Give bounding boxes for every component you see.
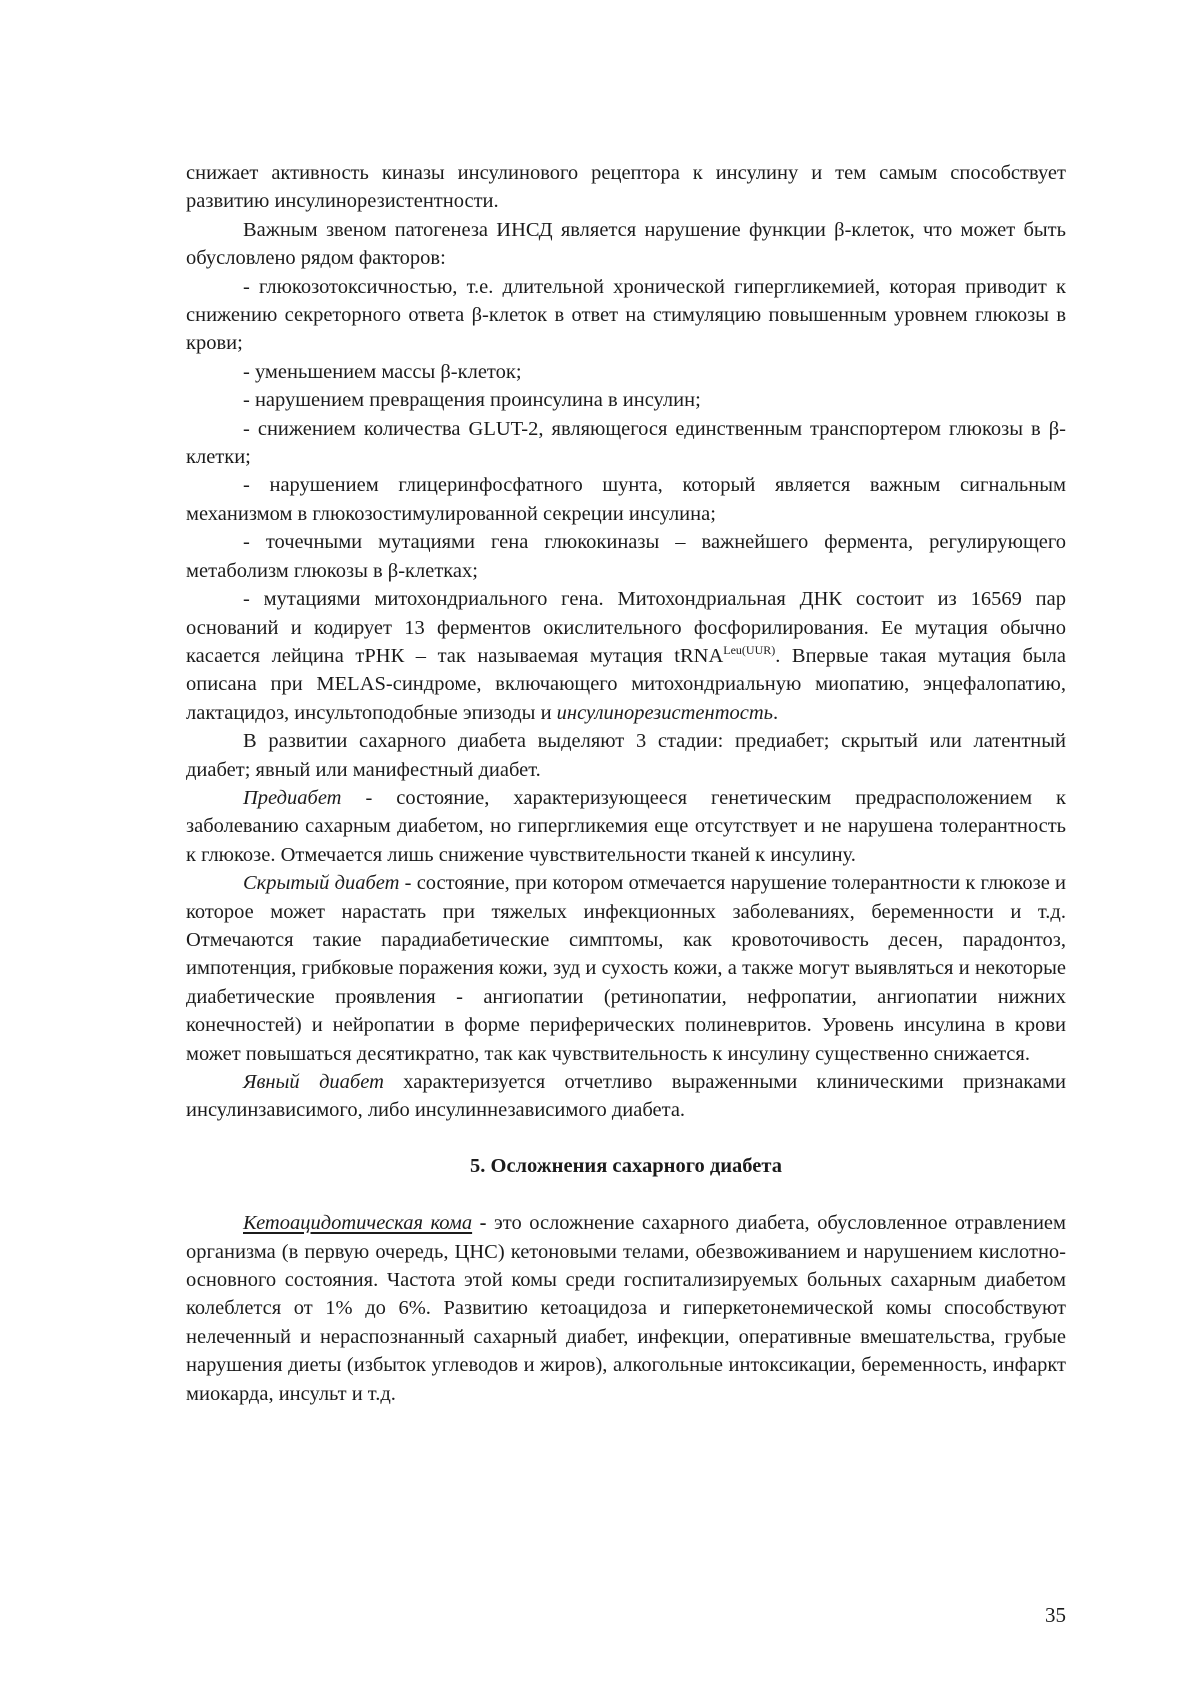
- section-heading: 5. Осложнения сахарного диабета: [470, 1154, 782, 1177]
- term-prediabetes: Предиабет: [243, 786, 342, 809]
- paragraph-beta-cell-dysfunction: Важным звеном патогенеза ИНСД является нарушение функции β-клеток, что может быть обусловлено рядом факторов:: [186, 218, 1066, 270]
- trna-superscript: Leu(UUR): [723, 643, 776, 658]
- list-item-mitochondrial: [186, 585, 1066, 727]
- list-item-beta-mass: - уменьшением массы β-клеток;: [243, 360, 522, 383]
- paragraph-insulin-resistance: снижает активность киназы инсулинового рецептора к инсулину и тем самым способствует развитию инсулинорезистентности.: [186, 162, 1066, 213]
- text-overt-diabetes: характеризуется отчетливо выраженными клиническими признаками инсулинзависимого, либо инсулиннезависимого диабета.: [186, 1071, 1066, 1122]
- list-item-glycerophosphate-shunt: - нарушением глицеринфосфатного шунта, который является важным сигнальным механизмом в глюкозостимулированной секреции инсулина;: [186, 474, 1066, 525]
- page-number: 35: [1045, 1603, 1066, 1627]
- mito-text-2: . Впервые такая мутация была описана при MELAS-синдроме, включающего митохондриальную миопатию, энцефалопатию, лактацидоз, инсультоподобные эпизоды и: [186, 644, 1066, 724]
- list-item-proinsulin: - нарушением превращения проинсулина в инсулин;: [243, 389, 701, 412]
- paragraph-ketoacidosis: [186, 1209, 1066, 1408]
- term-dash: -: [472, 1212, 487, 1235]
- mito-italic-term: инсулинорезистентость: [556, 701, 773, 724]
- term-ketoacidotic-coma: Кетоацидотическая кома: [243, 1212, 473, 1235]
- body-text: [186, 159, 1066, 1408]
- list-item-glucokinase: - точечными мутациями гена глюкокиназы – важнейшего фермента, регулирующего метаболизм глюкозы в β-клетках;: [186, 531, 1066, 582]
- mito-end: .: [773, 701, 779, 724]
- text-ketoacidosis: это осложнение сахарного диабета, обусловленное отравлением организма (в первую очередь, ЦНС) кетоновыми телами, обезвоживанием и нарушением кислотно-основного состояния. Частота этой комы среди госпитализируемых больных сахарным диабетом колеблется от 1% до 6%. Развитию кетоацидоза и гиперкетонемической комы способствуют нелеченный и нераспознанный сахарный диабет, инфекции, оперативные вмешательства, грубые нарушения диеты (избыток углеводов и жиров), алкогольные интоксикации, беременность, инфаркт миокарда, инсульт и т.д.: [186, 1212, 1066, 1405]
- text-latent-diabetes: - состояние, при котором отмечается нарушение толерантности к глюкозе и которое может нарастать при тяжелых инфекционных заболеваниях, беременности и т.д. Отмечаются такие парадиабетические симптомы, как кровоточивость десен, парадонтоз, импотенция, грибковые поражения кожи, зуд и сухость кожи, а также могут выявляться и некоторые диабетические проявления - ангиопатии (ретинопатии, нефропатии, ангиопатии нижних конечностей) и нейропатии в форме периферических полиневритов. Уровень инсулина в крови может повышаться десятикратно, так как чувствительность к инсулину существенно снижается.: [186, 872, 1066, 1065]
- text-prediabetes: - состояние, характеризующееся генетическим предрасположением к заболеванию сахарным диабетом, но гипергликемия еще отсутствует и не нарушена толерантность к глюкозе. Отмечается лишь снижение чувствительности тканей к инсулину.: [186, 786, 1066, 866]
- paragraph-overt-diabetes: [186, 1068, 1066, 1125]
- paragraph-prediabetes: [186, 784, 1066, 869]
- list-item-glucotoxicity: - глюкозотоксичностью, т.е. длительной хронической гипергликемией, которая приводит к снижению секреторного ответа β-клеток в ответ на стимуляцию повышенным уровнем глюкозы в крови;: [186, 275, 1066, 355]
- paragraph-stages: В развитии сахарного диабета выделяют 3 стадии: предиабет; скрытый или латентный диабет; явный или манифестный диабет.: [186, 730, 1066, 781]
- list-item-glut2: - снижением количества GLUT-2, являющегося единственным транспортером глюкозы в β-клетки;: [186, 417, 1066, 469]
- term-latent-diabetes: Скрытый диабет: [243, 872, 400, 895]
- mito-text-1: - мутациями митохондриального гена. Митохондриальная ДНК состоит из 16569 пар оснований и кодирует 13 ферментов окислительного фосфорилирования. Ее мутация обычно касается лейцина тРНК – так называемая мутация tRNA: [186, 588, 1066, 667]
- term-overt-diabetes: Явный диабет: [243, 1071, 384, 1093]
- paragraph-latent-diabetes: [186, 869, 1066, 1068]
